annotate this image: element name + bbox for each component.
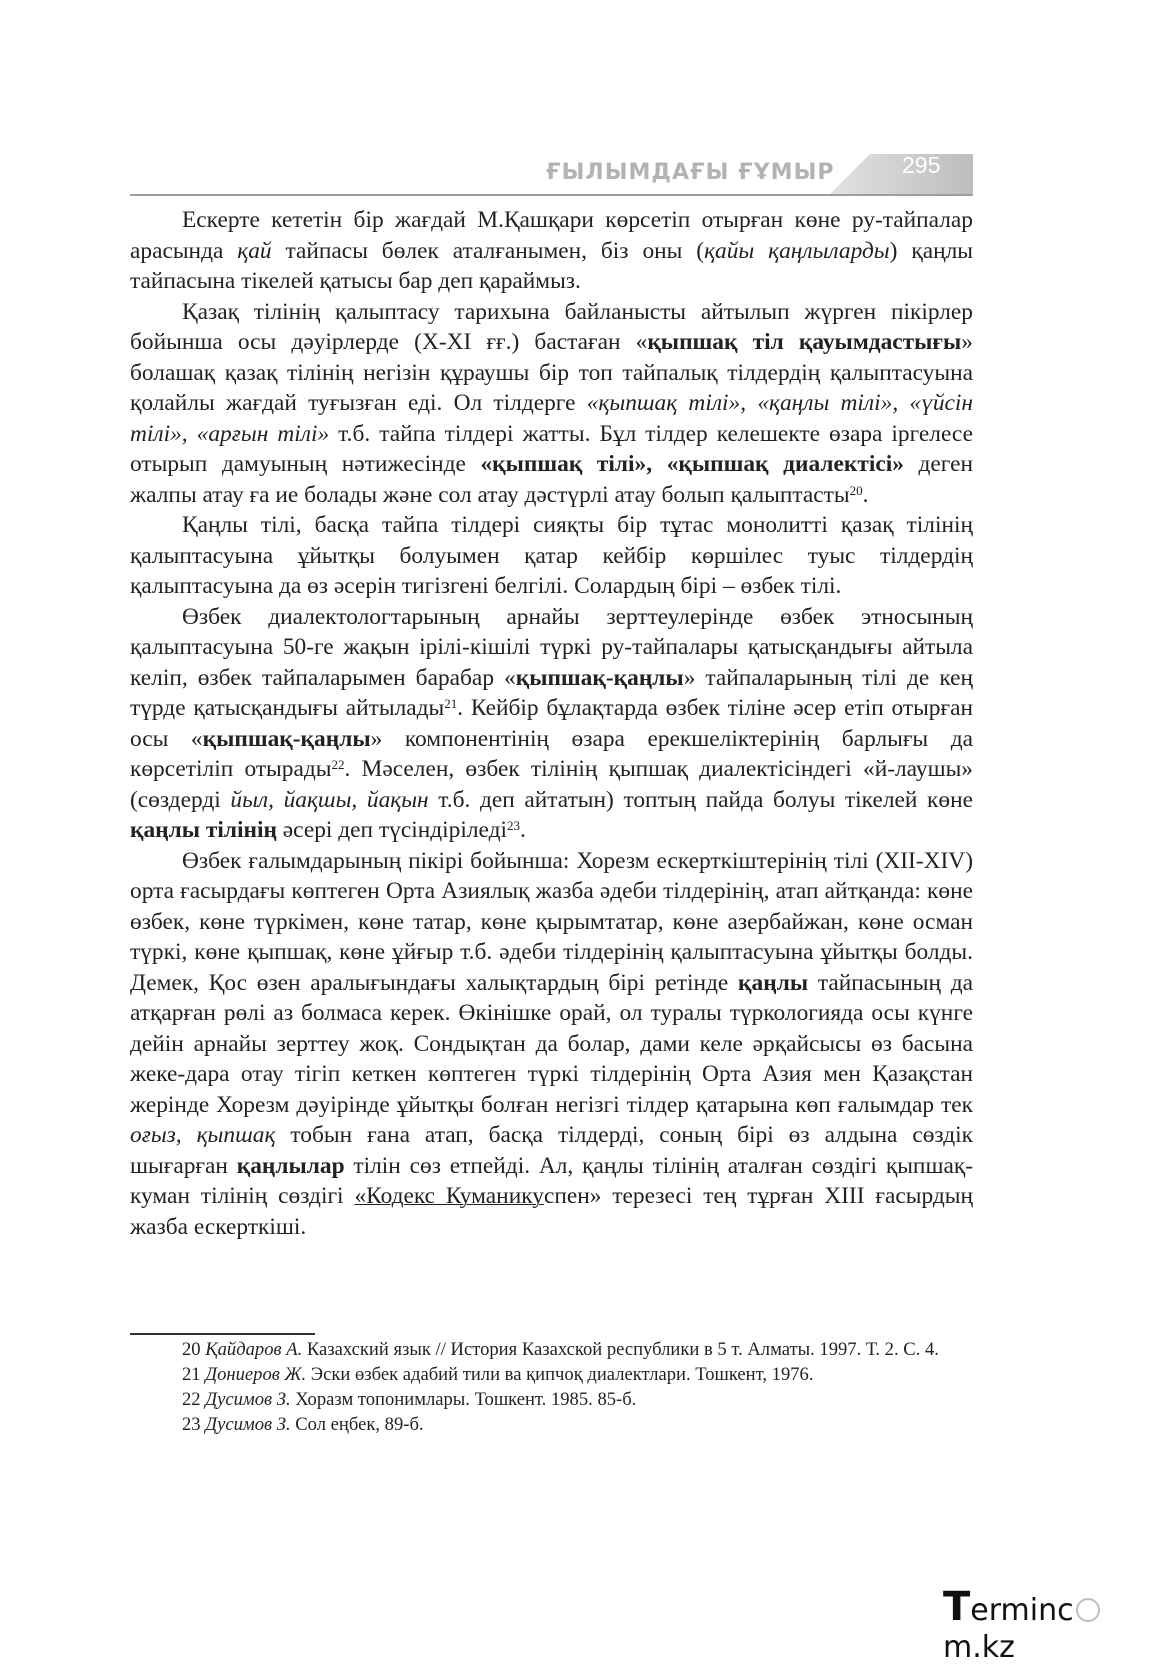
watermark-text-1: erminc (970, 1593, 1074, 1628)
paragraph-2: Қазақ тілінің қалыптасу тарихына байланысты айтылып жүрген пікірлер бойынша осы дәуірлерде (Х-ХІ ғғ.) бастаған «қыпшақ тіл қауымдастығы» болашақ қазақ тілінің негізін құраушы бір топ тайпалық тілдердің қалыптасуына қолайлы жағдай туғызған еді. Ол тілдерге «қыпшақ тілі», «қаңлы тілі», «үйсін тілі», «арғын тілі» т.б. тайпа тілдері жатты. Бұл тілдер келешекте өзара іргелесе отырып дамуының нәтижесінде «қыпшақ тілі», «қыпшақ диалектісі» деген жалпы атау ға ие болады және сол атау дәстүрлі атау болып қалыптасты$^{20}$. (130, 298, 973, 508)
footnote-ref-21[interactable]: 21 (444, 696, 458, 711)
header-title: ҒЫЛЫМДАҒЫ ҒҰМЫР (546, 160, 835, 185)
watermark-t: T (943, 1584, 971, 1630)
footnote-21: 21 Дониеров Ж. Эски өзбек адабий тили ва қипчоқ диалектлари. Тошкент, 1976. (182, 1364, 814, 1385)
paragraph-1: Ескерте кететін бір жағдай М.Қашқари көрсетіп отырған көне ру-тайпалар арасында қай тайпасы бөлек аталғанымен, біз оны (қайы қаңлыларды) қаңлы тайпасына тікелей қатысы бар деп қараймыз. (130, 207, 973, 294)
page-number: 295 (902, 152, 941, 178)
paragraph-3: Қаңлы тілі, басқа тайпа тілдері сияқты бір тұтас монолитті қазақ тілінің қалыптасуына ұйытқы болуымен қатар кейбір көршілес туыс тілдердің қалыптасуына да өз әсерін тигізгені белгілі. Солардың бірі – өзбек тілі. (130, 512, 973, 599)
footnote-20: 20 Қайдаров А. Казахский язык // История Казахской республики в 5 т. Алматы. 1997. Т. 2. С. 4. (182, 1339, 939, 1360)
footnote-ref-20[interactable]: 20 (849, 482, 863, 498)
footnotes (130, 1337, 973, 1437)
termincom-watermark (943, 1584, 1158, 1665)
paragraph-4: Өзбек диалектологтарының арнайы зерттеулерінде өзбек этносының қалыптасуына 50-ге жақын ірілі-кішілі түркі ру-тайпалары қатысқандығы айтыла келіп, өзбек тайпаларымен барабар «қыпшақ-қаңлы» тайпаларының тілі де кең түрде қатысқандығы айтылады$^{21}$. Кейбір бұлақтарда өзбек тіліне әсер етіп отырған осы «қыпшақ-қаңлы» компонентінің өзара ерекшеліктерінің барлығы да көрсетіліп отырады$^{22}$. Мәселен, өзбек тілінің қыпшақ диалектісіндегі «й-лаушы» (сөздерді йыл, йақшы, йақын т.б. деп айтатын) топтың пайда болуы тікелей көне қаңлы тілінің әсері деп түсіндіріледі$^{23}$. (130, 603, 974, 843)
watermark-text-2: m.kz (943, 1630, 1015, 1665)
footnote-ref-23[interactable]: 23 (506, 818, 520, 833)
footnote-22: 22 Дусимов З. Хоразм топонимлары. Тошкент. 1985. 85-б. (182, 1389, 637, 1410)
main-text (130, 205, 973, 1242)
header-rule (130, 194, 973, 196)
watermark-o-ring (1076, 1598, 1100, 1622)
footnote-ref-22[interactable]: 22 (331, 757, 345, 772)
paragraph-5: Өзбек ғалымдарының пікірі бойынша: Хорезм ескерткіштерінің тілі (ХІІ-ХІV) орта ғасырдағы көптеген Орта Азиялық жазба әдеби тілдерінің, атап айтқанда: көне өзбек, көне түркімен, көне татар, көне қырымтатар, көне азербайжан, көне осман түркі, көне қыпшақ, көне ұйғыр т.б. әдеби тілдерінің қалыптасуына ұйытқы болды. Демек, Қос өзен аралығындағы халықтардың бірі ретінде қаңлы тайпасының да атқарған рөлі аз болмаса керек. Өкінішке орай, ол туралы түркологияда осы күнге дейін арнайы зерттеу жоқ. Сондықтан да болар, дами келе әрқайсысы өз басына жеке-дара отау тігіп кеткен көптеген түркі тілдерінің Орта Азия мен Қазақстан жерінде Хорезм дәуірінде ұйытқы болған негізгі тілдер қатарына көп ғалымдар тек оғыз, қыпшақ тобын ғана атап, басқа тілдерді, соның бірі өз алдына сөздік шығарған қаңлылар тілін сөз етпейді. Ал, қаңлы тілінің аталған сөздігі қыпшақ-куман тілінің сөздігі «Кодекс Куманикуспен» терезесі тең тұрған ХІІІ ғасырдың жазба ескерткіші. (130, 847, 973, 1240)
footnote-23: 23 Дусимов З. Сол еңбек, 89-б. (182, 1414, 424, 1435)
footnote-separator (130, 1333, 315, 1335)
running-header (130, 150, 973, 196)
